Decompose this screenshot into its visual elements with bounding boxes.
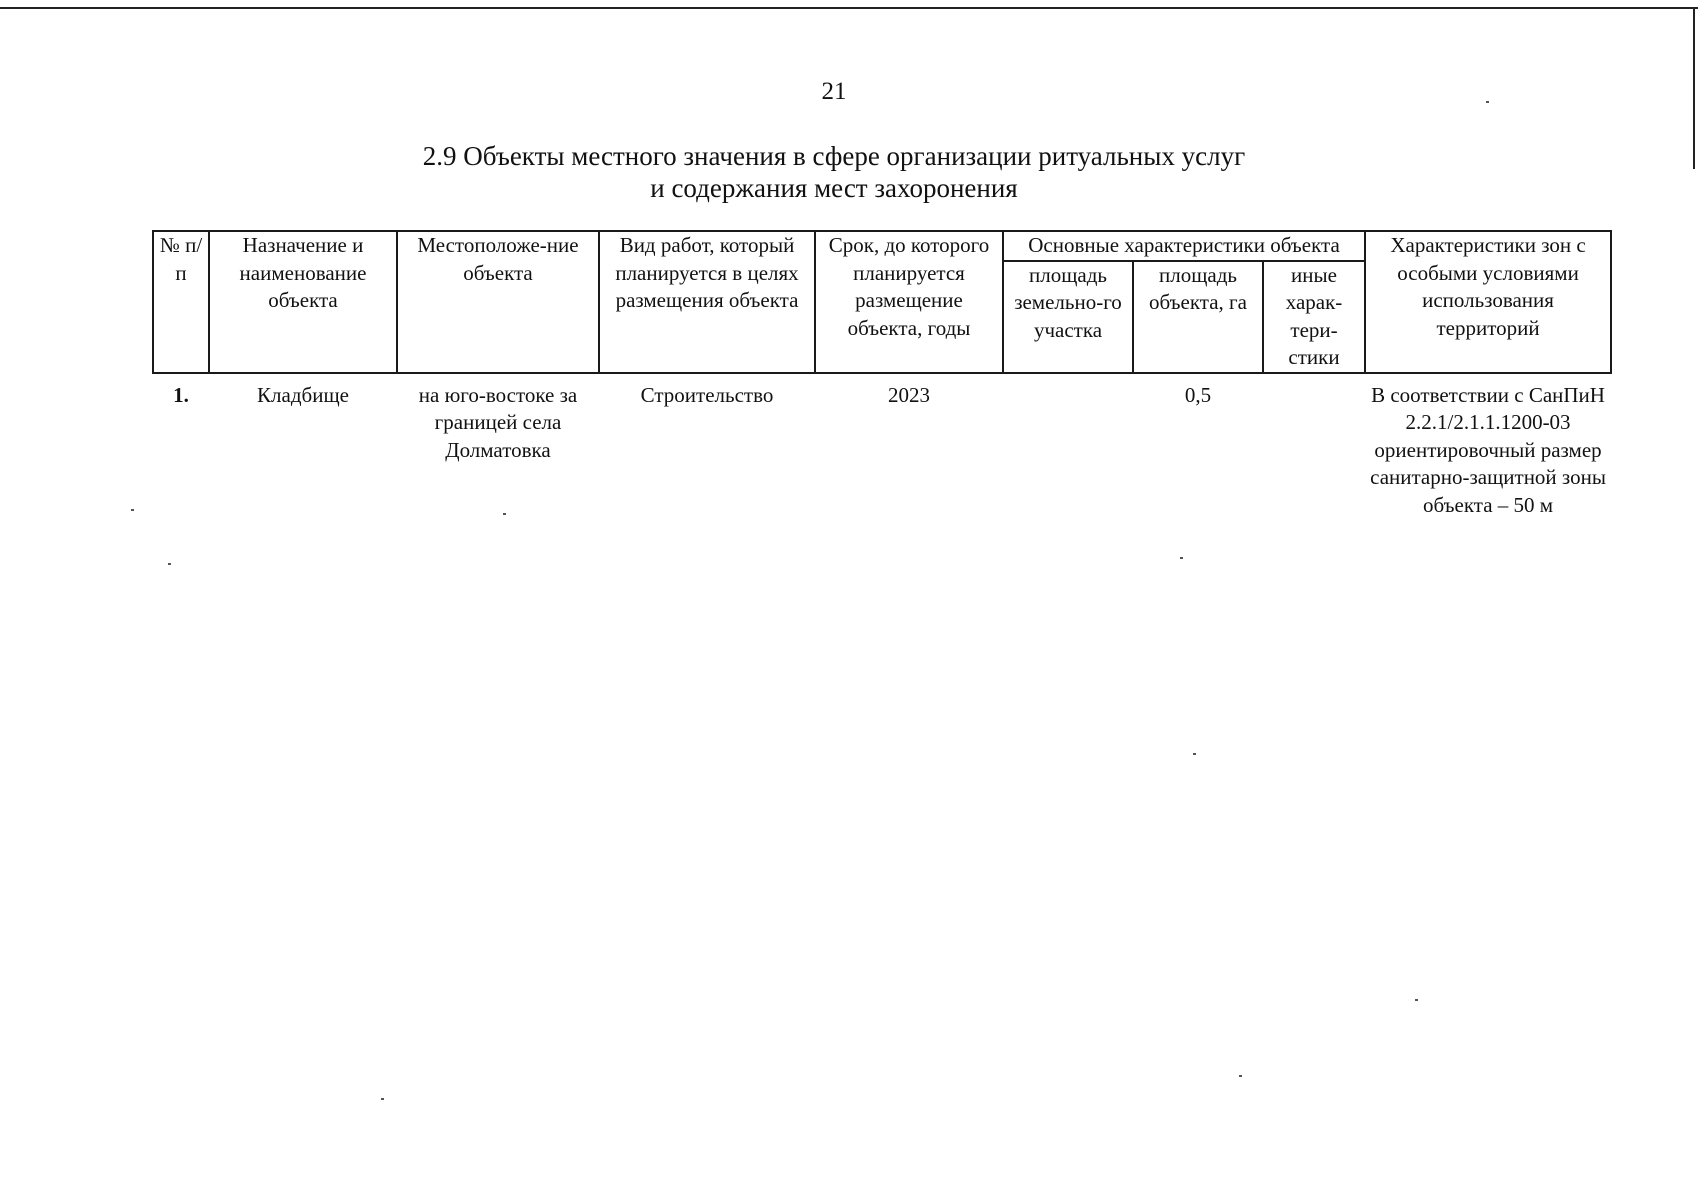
cell-object-area: 0,5	[1184, 382, 1212, 407]
scan-speck	[381, 1098, 384, 1100]
header-work: Вид работ, который планируется в целях размещения объекта	[599, 231, 815, 373]
title-line-1: 2.9 Объекты местного значения в сфере организации ритуальных услуг	[422, 141, 1246, 171]
cell-other-characteristics	[1263, 373, 1365, 520]
scan-speck	[503, 513, 506, 515]
header-name: Назначение и наименование объекта	[209, 231, 397, 373]
top-border-line	[0, 7, 1698, 9]
scan-speck	[1193, 753, 1196, 755]
objects-table	[152, 230, 1612, 519]
cell-work: Строительство	[640, 382, 774, 407]
scan-speck	[1180, 557, 1183, 559]
cell-name: Кладбище	[257, 382, 349, 407]
header-other-characteristics: иные харак-тери-стики	[1263, 261, 1365, 373]
cell-location: на юго-востоке за границей села Долматовка	[418, 382, 578, 462]
table-header-row	[153, 231, 1611, 261]
scan-speck	[1415, 999, 1418, 1001]
cell-num: 1.	[173, 382, 189, 407]
page-number: 21	[821, 78, 847, 105]
scan-speck	[1486, 101, 1489, 103]
cell-zones: В соответствии с СанПиН 2.2.1/2.1.1.1200-03 ориентировочный размер санитарно-защитной зоны объекта – 50 м	[1370, 382, 1606, 517]
header-location: Местоположе-ние объекта	[397, 231, 599, 373]
header-object-area: площадь объекта, га	[1133, 261, 1263, 373]
header-term: Срок, до которого планируется размещение объекта, годы	[815, 231, 1003, 373]
header-main-characteristics: Основные характеристики объекта	[1003, 231, 1365, 261]
scan-speck	[1239, 1075, 1242, 1077]
header-land-area: площадь земельно-го участка	[1003, 261, 1133, 373]
document-title	[0, 140, 1668, 204]
header-num: № п/п	[153, 231, 209, 373]
table-row	[153, 373, 1611, 520]
scan-speck	[168, 563, 171, 565]
header-zones: Характеристики зон с особыми условиями использования территорий	[1365, 231, 1611, 373]
title-line-2: и содержания мест захоронения	[650, 173, 1018, 203]
cell-term: 2023	[888, 382, 930, 407]
scan-speck	[131, 509, 134, 511]
cell-land-area	[1003, 373, 1133, 520]
right-border-line	[1693, 9, 1695, 169]
